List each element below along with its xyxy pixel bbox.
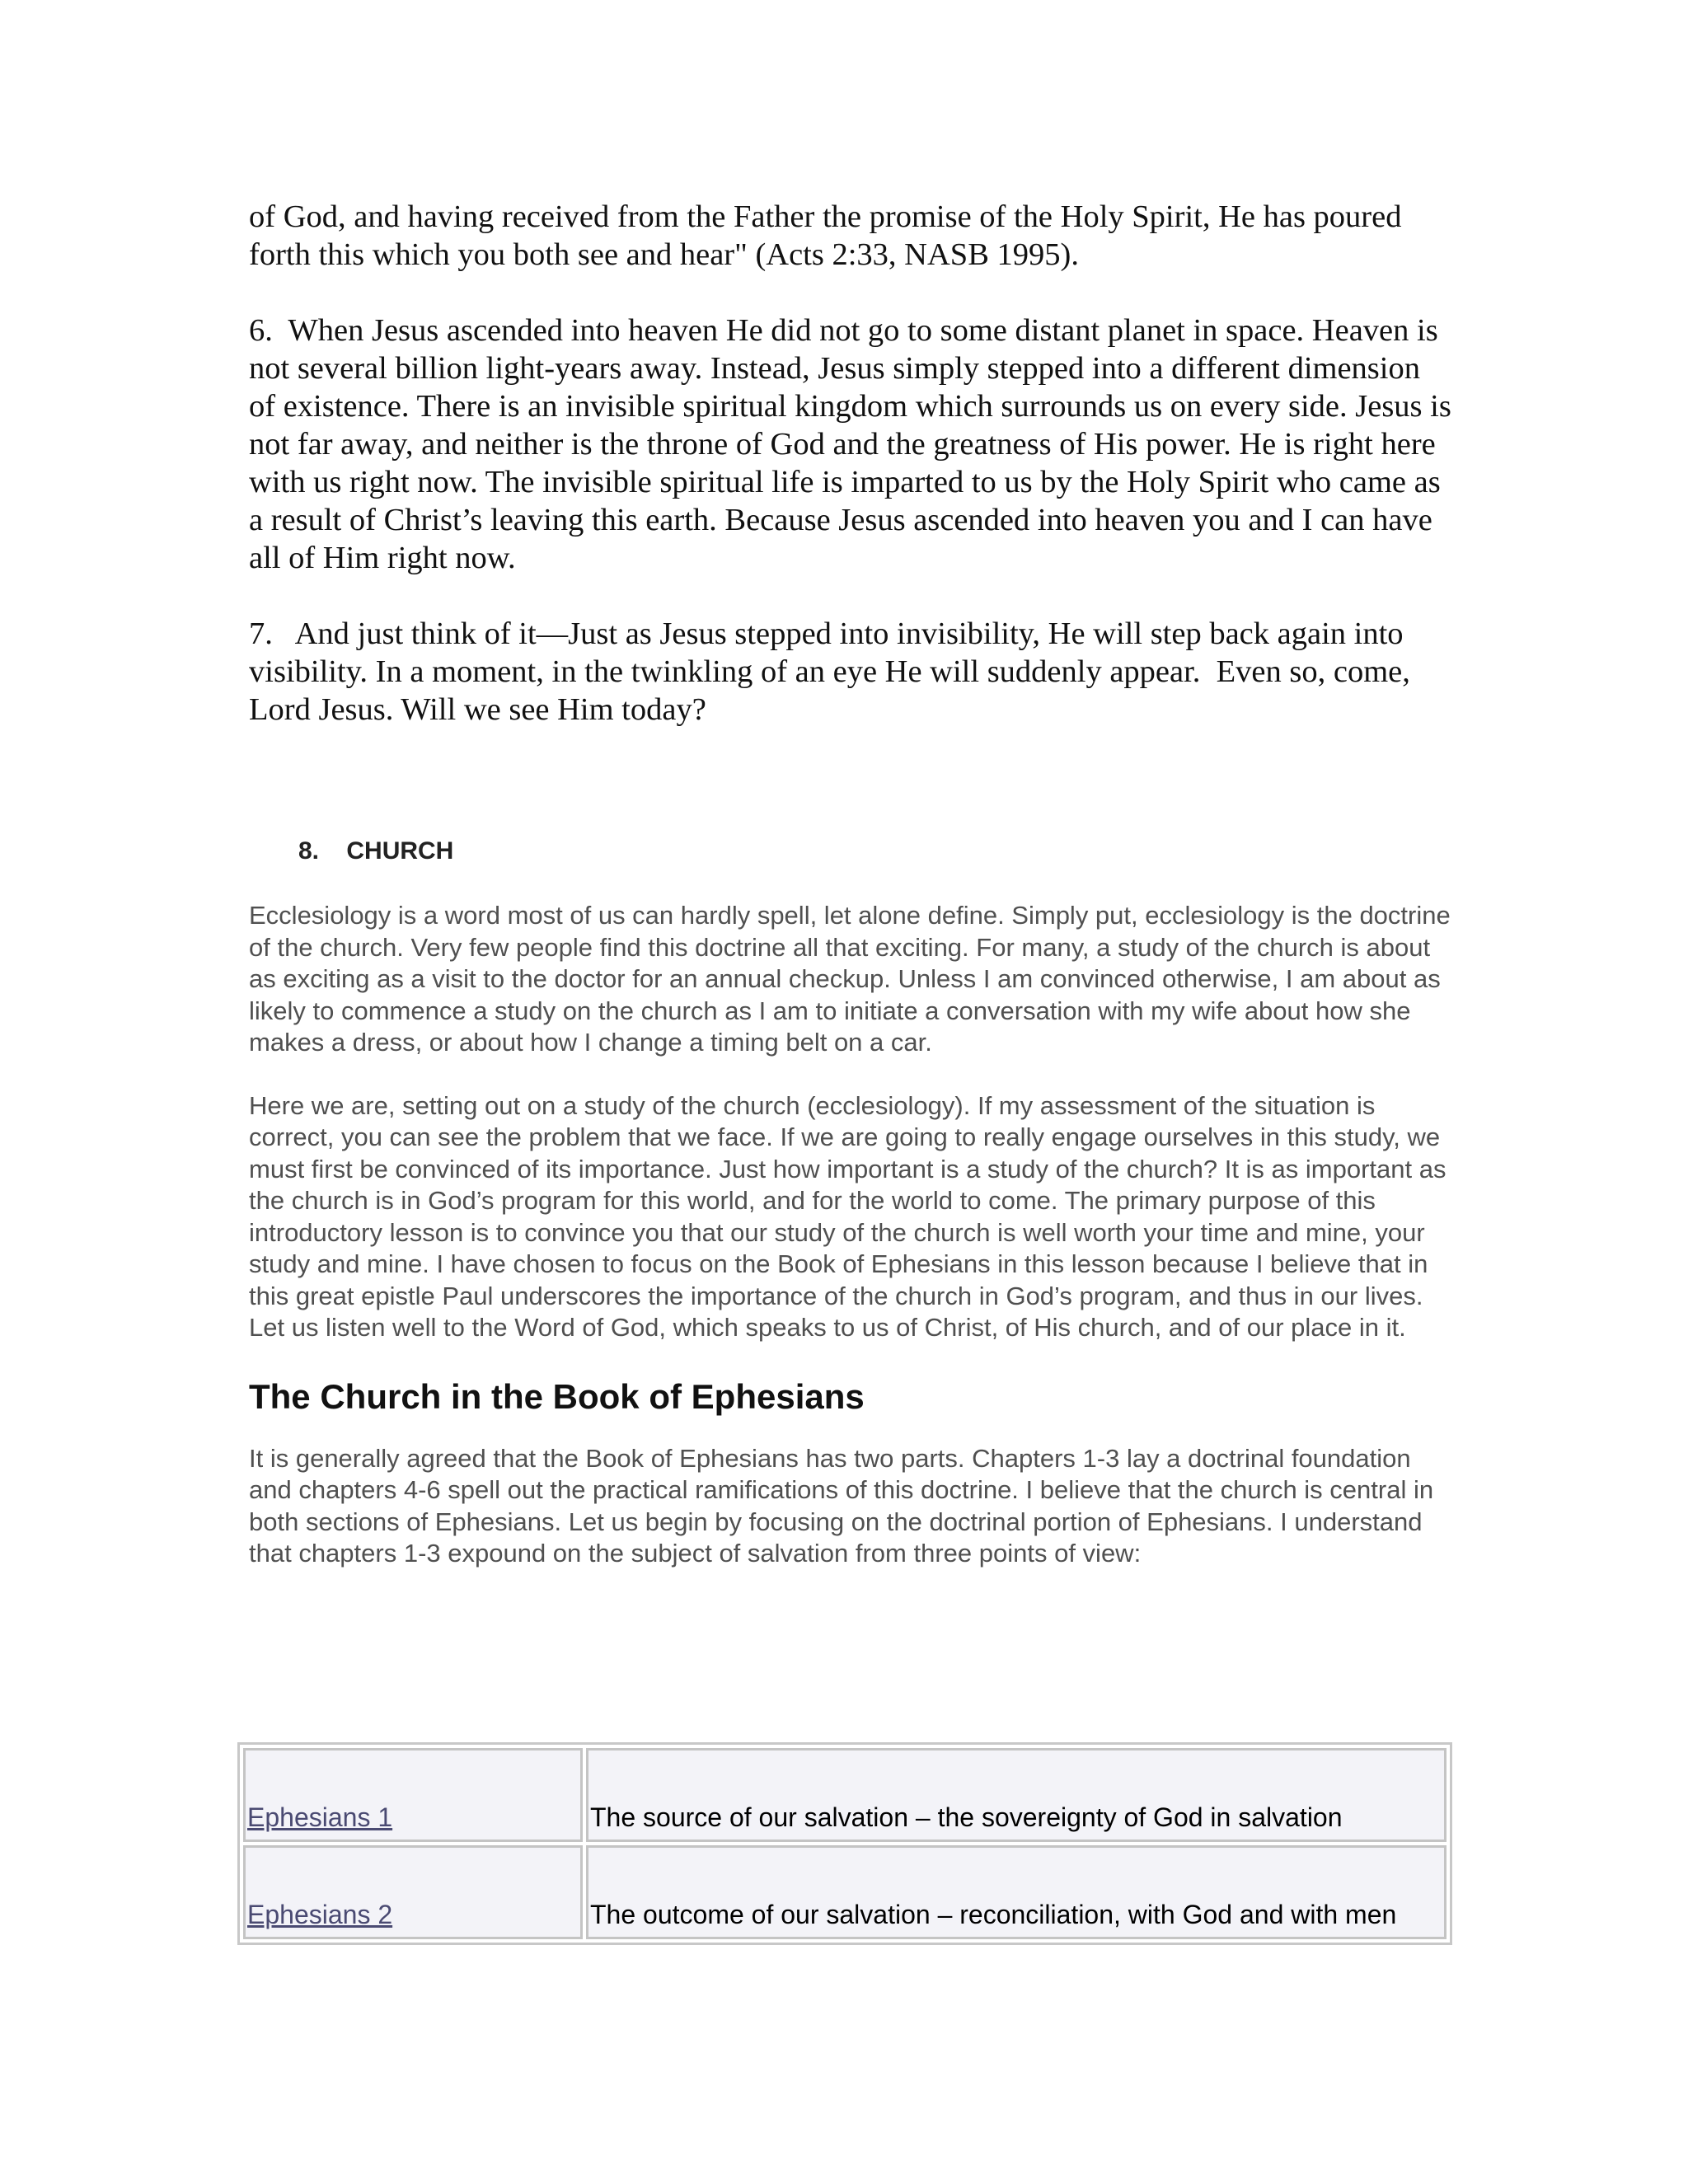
intro-paragraph-3: 7. And just think of it—Just as Jesus stepped into invisibility, He will step back again into visibility. In a moment, in the twinkling of an eye He will suddenly appear. Even so, come, Lord Jesus. Will we see Him today? [249, 616, 1418, 727]
subsection-heading: The Church in the Book of Ephesians [249, 1376, 865, 1416]
table-row [243, 1845, 1447, 1939]
intro-paragraph-1: of God, and having received from the Father the promise of the Holy Spirit, He has poured forth this which you both see and hear" (Acts 2:33, NASB 1995). [249, 199, 1410, 272]
table-cell-desc: The source of our salvation – the sovereignty of God in salvation [586, 1748, 1447, 1842]
ephesians-2-link[interactable]: Ephesians 2 [247, 1900, 393, 1929]
table-cell-ref [243, 1748, 583, 1842]
table-cell-desc: The outcome of our salvation – reconciliation, with God and with men [586, 1845, 1447, 1939]
intro-paragraph-2: 6. When Jesus ascended into heaven He did not go to some distant planet in space. Heaven is not several billion light-years away. Instead, Jesus simply stepped into a different dimension of existence. There is an invisible spiritual kingdom which surrounds us on every side. Jesus is not far away, and neither is the throne of God and the greatness of His power. He is right here with us right now. The invisible spiritual life is imparted to us by the Holy Spirit who came as a result of Christ’s leaving this earth. Because Jesus ascended into heaven you and I can have all of Him right now. [249, 313, 1460, 575]
document-page [249, 198, 1460, 1570]
table-row [243, 1748, 1447, 1842]
ephesians-paragraph: It is generally agreed that the Book of Ephesians has two parts. Chapters 1-3 lay a doctrinal foundation and chapters 4-6 spell out the practical ramifications of this doctrine. I believe that the church is central in both sections of Ephesians. Let us begin by focusing on the doctrinal portion of Ephesians. I understand that chapters 1-3 expound on the subject of salvation from three points of view: [249, 1443, 1434, 1568]
table-cell-ref [243, 1845, 583, 1939]
section-heading-church: 8. CHURCH [298, 837, 454, 865]
ephesians-1-link[interactable]: Ephesians 1 [247, 1802, 393, 1832]
church-paragraph-2: Here we are, setting out on a study of the church (ecclesiology). If my assessment of the situation is correct, you can see the problem that we face. If we are going to really engage ourselves in this study, we must first be convinced of its importance. Just how important is a study of the church? It is as important as the church is in God’s program for this world, and for the world to come. The primary purpose of this introductory lesson is to convince you that our study of the church is well worth your time and mine, your study and mine. I have chosen to focus on the Book of Ephesians in this lesson because I believe that in this great epistle Paul underscores the importance of the church in God’s program, and thus in our lives. Let us listen well to the Word of God, which speaks to us of Christ, of His church, and of our place in it. [249, 1090, 1447, 1342]
church-paragraph-1: Ecclesiology is a word most of us can hardly spell, let alone define. Simply put, ecclesiology is the doctrine of the church. Very few people find this doctrine all that exciting. For many, a study of the church is about as exciting as a visit to the doctor for an annual checkup. Unless I am convinced otherwise, I am about as likely to commence a study on the church as I am to initiate a conversation with my wife about how she makes a dress, or about how I change a timing belt on a car. [249, 901, 1451, 1057]
ephesians-table [237, 1742, 1452, 1945]
